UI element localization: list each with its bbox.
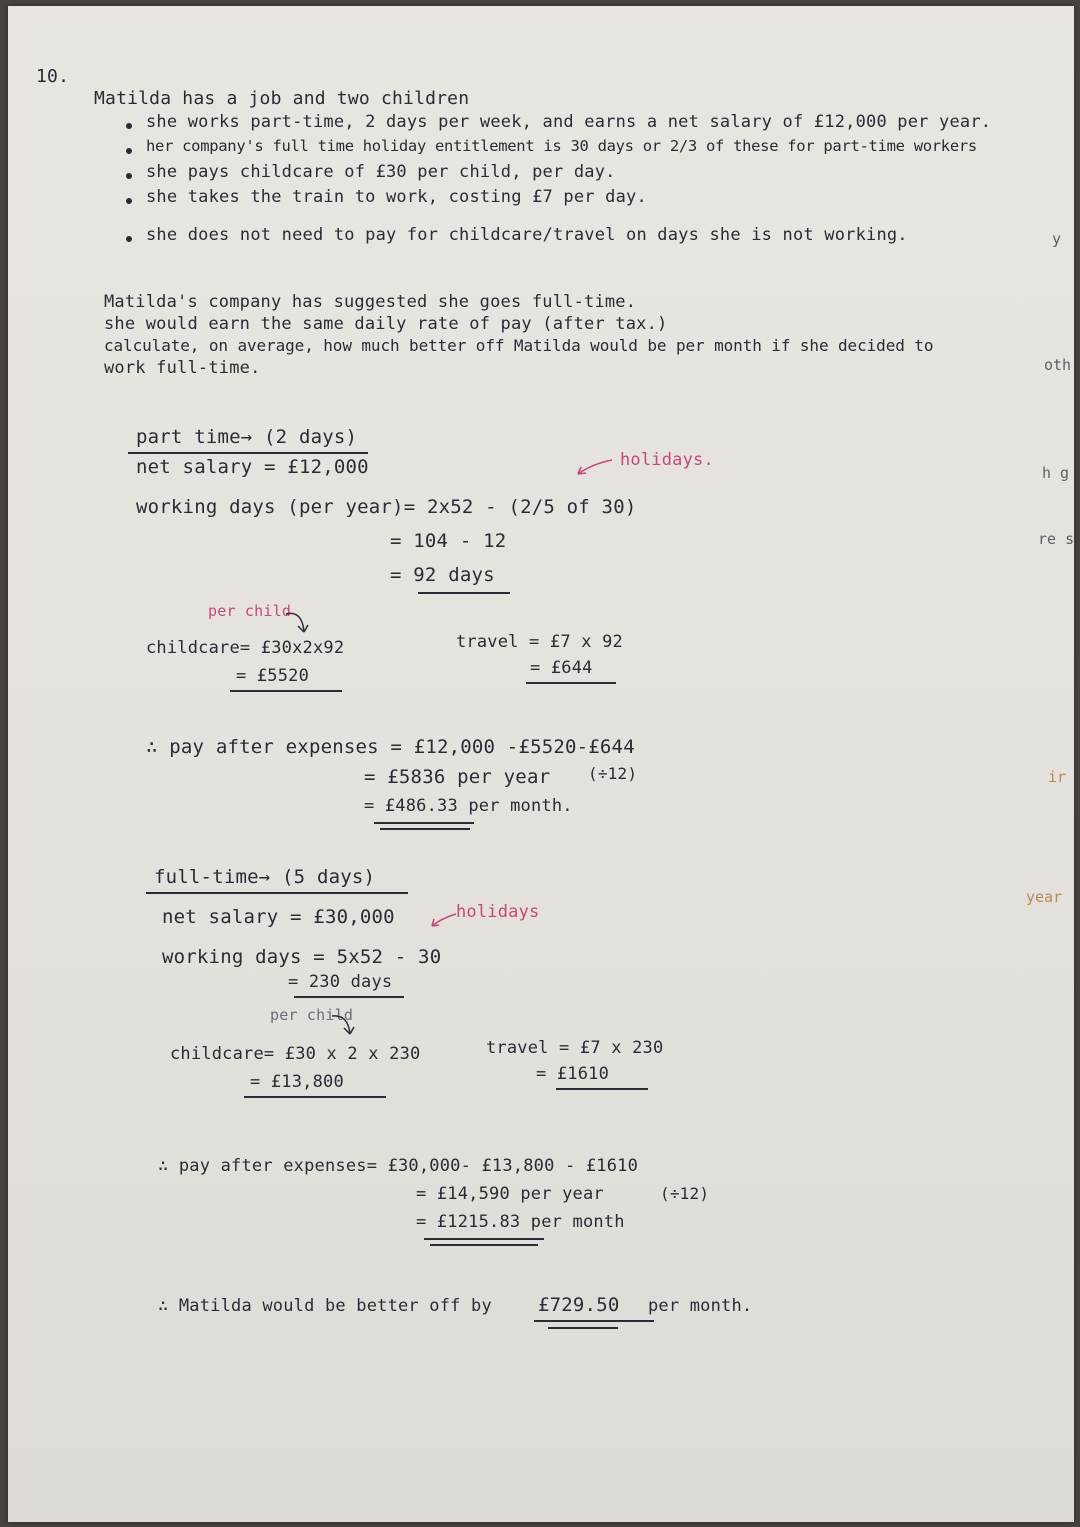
part-time-net-salary: net salary = £12,000 bbox=[136, 456, 369, 478]
bullet-dot bbox=[126, 198, 132, 204]
part-time-pay-after: ∴ pay after expenses = £12,000 -£5520-£644 bbox=[146, 736, 635, 758]
result-underline bbox=[430, 1244, 538, 1246]
conclusion-amount: £729.50 bbox=[538, 1294, 620, 1316]
bullet-3: she pays childcare of £30 per child, per day. bbox=[146, 162, 616, 182]
result-underline bbox=[380, 828, 470, 830]
prompt-line-4: work full-time. bbox=[104, 358, 261, 378]
prompt-line-1: Matilda's company has suggested she goes full-time. bbox=[104, 292, 637, 312]
bullet-dot bbox=[126, 123, 132, 129]
heading-underline bbox=[146, 892, 408, 894]
edge-fragment: ir bbox=[1048, 768, 1067, 786]
heading-underline bbox=[128, 452, 368, 454]
part-time-working-days: working days (per year)= 2x52 - (2/5 of 30) bbox=[136, 496, 637, 518]
edge-fragment: oth bbox=[1044, 356, 1072, 374]
answer-underline bbox=[548, 1327, 618, 1329]
question-number: 10. bbox=[36, 66, 70, 87]
result-underline bbox=[526, 682, 616, 684]
edge-fragment: y bbox=[1052, 230, 1062, 248]
full-time-per-child-note: per child bbox=[270, 1006, 354, 1024]
full-time-net-salary: net salary = £30,000 bbox=[162, 906, 395, 928]
full-time-heading: full-time→ (5 days) bbox=[154, 866, 376, 888]
holidays-arrow bbox=[428, 912, 458, 928]
full-time-pay-year: = £14,590 per year bbox=[416, 1184, 604, 1204]
bullet-5: she does not need to pay for childcare/travel on days she is not working. bbox=[146, 225, 908, 245]
full-time-travel-result: = £1610 bbox=[536, 1064, 610, 1084]
holidays-arrow bbox=[574, 458, 614, 478]
edge-fragment: h g bbox=[1042, 464, 1070, 482]
full-time-holidays-note: holidays bbox=[456, 902, 540, 922]
prompt-line-3: calculate, on average, how much better off Matilda would be per month if she decided to bbox=[104, 336, 934, 355]
part-time-per-child-note: per child bbox=[208, 602, 292, 620]
bullet-dot bbox=[126, 173, 132, 179]
part-time-divide-note: (÷12) bbox=[588, 764, 638, 783]
full-time-travel: travel = £7 x 230 bbox=[486, 1038, 664, 1058]
full-time-divide-note: (÷12) bbox=[660, 1184, 710, 1203]
part-time-pay-month: = £486.33 per month. bbox=[364, 796, 573, 816]
full-time-working-days-result: = 230 days bbox=[288, 972, 393, 992]
part-time-childcare: childcare= £30x2x92 bbox=[146, 638, 345, 658]
part-time-travel: travel = £7 x 92 bbox=[456, 632, 623, 652]
result-underline bbox=[418, 592, 510, 594]
bullet-2: her company's full time holiday entitlement is 30 days or 2/3 of these for part-time workers bbox=[146, 137, 977, 155]
prompt-line-2: she would earn the same daily rate of pay (after tax.) bbox=[104, 314, 668, 334]
result-underline bbox=[374, 822, 474, 824]
conclusion-suffix: per month. bbox=[648, 1296, 753, 1316]
full-time-working-days: working days = 5x52 - 30 bbox=[162, 946, 442, 968]
part-time-holidays-note: holidays. bbox=[620, 450, 714, 470]
result-underline bbox=[556, 1088, 648, 1090]
full-time-childcare-result: = £13,800 bbox=[250, 1072, 344, 1092]
full-time-childcare: childcare= £30 x 2 x 230 bbox=[170, 1044, 421, 1064]
bullet-1: she works part-time, 2 days per week, and earns a net salary of £12,000 per year. bbox=[146, 112, 992, 132]
notebook-page bbox=[8, 6, 1074, 1522]
per-child-arrow bbox=[284, 608, 314, 636]
answer-underline bbox=[534, 1320, 654, 1322]
result-underline bbox=[230, 690, 342, 692]
part-time-travel-result: = £644 bbox=[530, 658, 593, 678]
result-underline bbox=[294, 996, 404, 998]
part-time-pay-year: = £5836 per year bbox=[364, 766, 551, 788]
part-time-childcare-result: = £5520 bbox=[236, 666, 310, 686]
full-time-pay-month: = £1215.83 per month bbox=[416, 1212, 625, 1232]
part-time-working-days-step: = 104 - 12 bbox=[390, 530, 507, 552]
conclusion-prefix: ∴ Matilda would be better off by bbox=[158, 1296, 492, 1316]
full-time-pay-after: ∴ pay after expenses= £30,000- £13,800 - £1610 bbox=[158, 1156, 639, 1176]
result-underline bbox=[424, 1238, 544, 1240]
bullet-4: she takes the train to work, costing £7 per day. bbox=[146, 187, 647, 207]
edge-fragment: re s bbox=[1038, 530, 1074, 548]
part-time-heading: part time→ (2 days) bbox=[136, 426, 358, 448]
result-underline bbox=[244, 1096, 386, 1098]
bullet-dot bbox=[126, 148, 132, 154]
per-child-arrow bbox=[330, 1012, 360, 1038]
question-intro: Matilda has a job and two children bbox=[94, 88, 470, 109]
part-time-working-days-result: = 92 days bbox=[390, 564, 495, 586]
edge-fragment: year bbox=[1026, 888, 1063, 906]
bullet-dot bbox=[126, 236, 132, 242]
